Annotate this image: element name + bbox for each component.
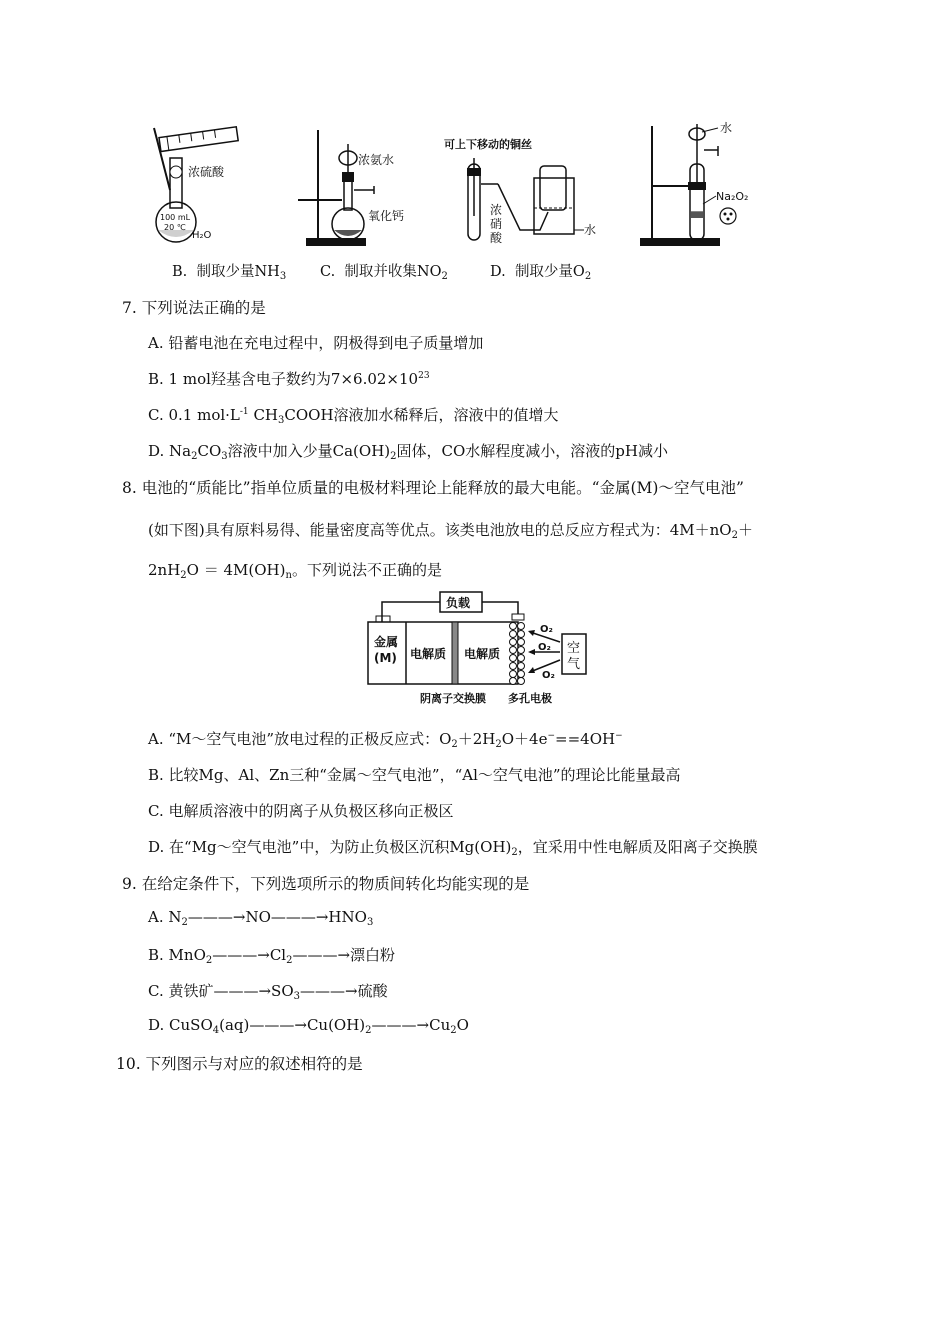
question-7-option-c: C. 0.1 $mol\cdot L^{-1}$ $CH_3COOH$溶液加水稀释后，溶液中的值增大 <box>148 406 559 426</box>
question-8-stem-line-1: 8. 电池的“质能比”指单位质量的电极材料理论上能释放的最大电能。“金属(M)～空气电池” <box>122 479 744 497</box>
apparatus-figure-c <box>440 120 605 250</box>
sodium-peroxide-label: Na₂O₂ <box>716 190 749 203</box>
apparatus-figure-b <box>292 120 412 250</box>
o2-label-bottom: O₂ <box>542 670 555 681</box>
question-9-option-a: A. $N_2———\to NO———\to HNO_3$ <box>148 908 374 928</box>
membrane-label: 阴离子交换膜 <box>420 692 486 705</box>
caption-c: C. 制取并收集$NO_2$ <box>320 264 448 282</box>
porous-electrode-label: 多孔电极 <box>508 692 552 705</box>
question-9-option-d: D. $CuSO_4(aq)———\to Cu(OH)_2———\to Cu_2O$ <box>148 1016 469 1036</box>
question-7-option-d: D. $Na_2CO_3$溶液中加入少量$Ca(OH)_2$固体，CO水解程度减小，溶液的pH减小 <box>148 442 668 462</box>
o2-label-top: O₂ <box>540 624 553 635</box>
apparatus-figure-d <box>636 120 766 250</box>
question-9-stem: 9. 在给定条件下，下列选项所示的物质间转化均能实现的是 <box>122 875 530 893</box>
question-8-option-a: A. “M～空气电池”放电过程的正极反应式：$O_2+2H_2O+4e^-==4OH^-$ <box>148 730 623 750</box>
question-10-stem: 10. 下列图示与对应的叙述相符的是 <box>116 1055 363 1073</box>
air-label-1: 空 <box>567 641 581 656</box>
acid-label: 浓硫酸 <box>188 165 225 179</box>
o2-label-middle: O₂ <box>538 642 551 653</box>
air-label-2: 气 <box>567 657 581 672</box>
water-label: 水 <box>720 121 733 135</box>
load-label: 负载 <box>446 596 471 610</box>
question-7-stem: 7. 下列说法正确的是 <box>122 299 266 317</box>
flask-temp-label: 20 ℃ <box>164 223 186 232</box>
acid-label-1: 浓 <box>490 203 503 217</box>
apparatus-figure-a <box>140 120 250 250</box>
caption-b: B. 制取少量$NH_3$ <box>172 264 287 282</box>
metal-label-2: (M) <box>374 651 397 665</box>
porous-electrode <box>510 623 525 685</box>
calcium-oxide-label: 氧化钙 <box>368 209 405 223</box>
water-label: H₂O <box>192 230 212 241</box>
question-7-option-a: A. 铅蓄电池在充电过程中，阴极得到电子质量增加 <box>148 334 484 352</box>
water-label: 水 <box>584 223 597 237</box>
question-8-option-d: D. 在“Mg～空气电池”中，为防止负极区沉积$Mg(OH)_2$，宜采用中性电解质及阳离子交换膜 <box>148 838 758 858</box>
copper-wire-label: 可上下移动的铜丝 <box>444 138 532 151</box>
metal-label-1: 金属 <box>374 635 399 649</box>
question-9-option-b: B. $MnO_2———\to Cl_2———\to$漂白粉 <box>148 946 396 966</box>
acid-label-2: 硝 <box>490 217 503 231</box>
question-9-option-c: C. 黄铁矿$———\to SO_3———\to$硫酸 <box>148 982 388 1002</box>
electrolyte-left-label: 电解质 <box>410 647 447 661</box>
caption-d: D. 制取少量$O_2$ <box>490 264 592 282</box>
ammonia-label: 浓氨水 <box>358 153 395 167</box>
question-8-stem-line-3: $2nH_2O = 4M(OH)_n$。下列说法不正确的是 <box>148 561 442 581</box>
electrolyte-right-label: 电解质 <box>464 647 501 661</box>
question-8-option-c: C. 电解质溶液中的阴离子从负极区移向正极区 <box>148 802 454 820</box>
question-8-stem-line-2: (如下图)具有原料易得、能量密度高等优点。该类电池放电的总反应方程式为：$4M+nO_2+$ <box>148 521 753 541</box>
question-8-option-b: B. 比较Mg、Al、Zn三种“金属～空气电池”，“Al～空气电池”的理论比能量最高 <box>148 766 681 784</box>
metal-air-battery-diagram <box>360 588 596 710</box>
flask-volume-label: 100 mL <box>160 213 191 222</box>
question-7-option-b: B. 1 mol羟基含电子数约为$7\times 6.02\times 10^{23}$ <box>148 370 430 388</box>
acid-label-3: 酸 <box>490 231 503 245</box>
